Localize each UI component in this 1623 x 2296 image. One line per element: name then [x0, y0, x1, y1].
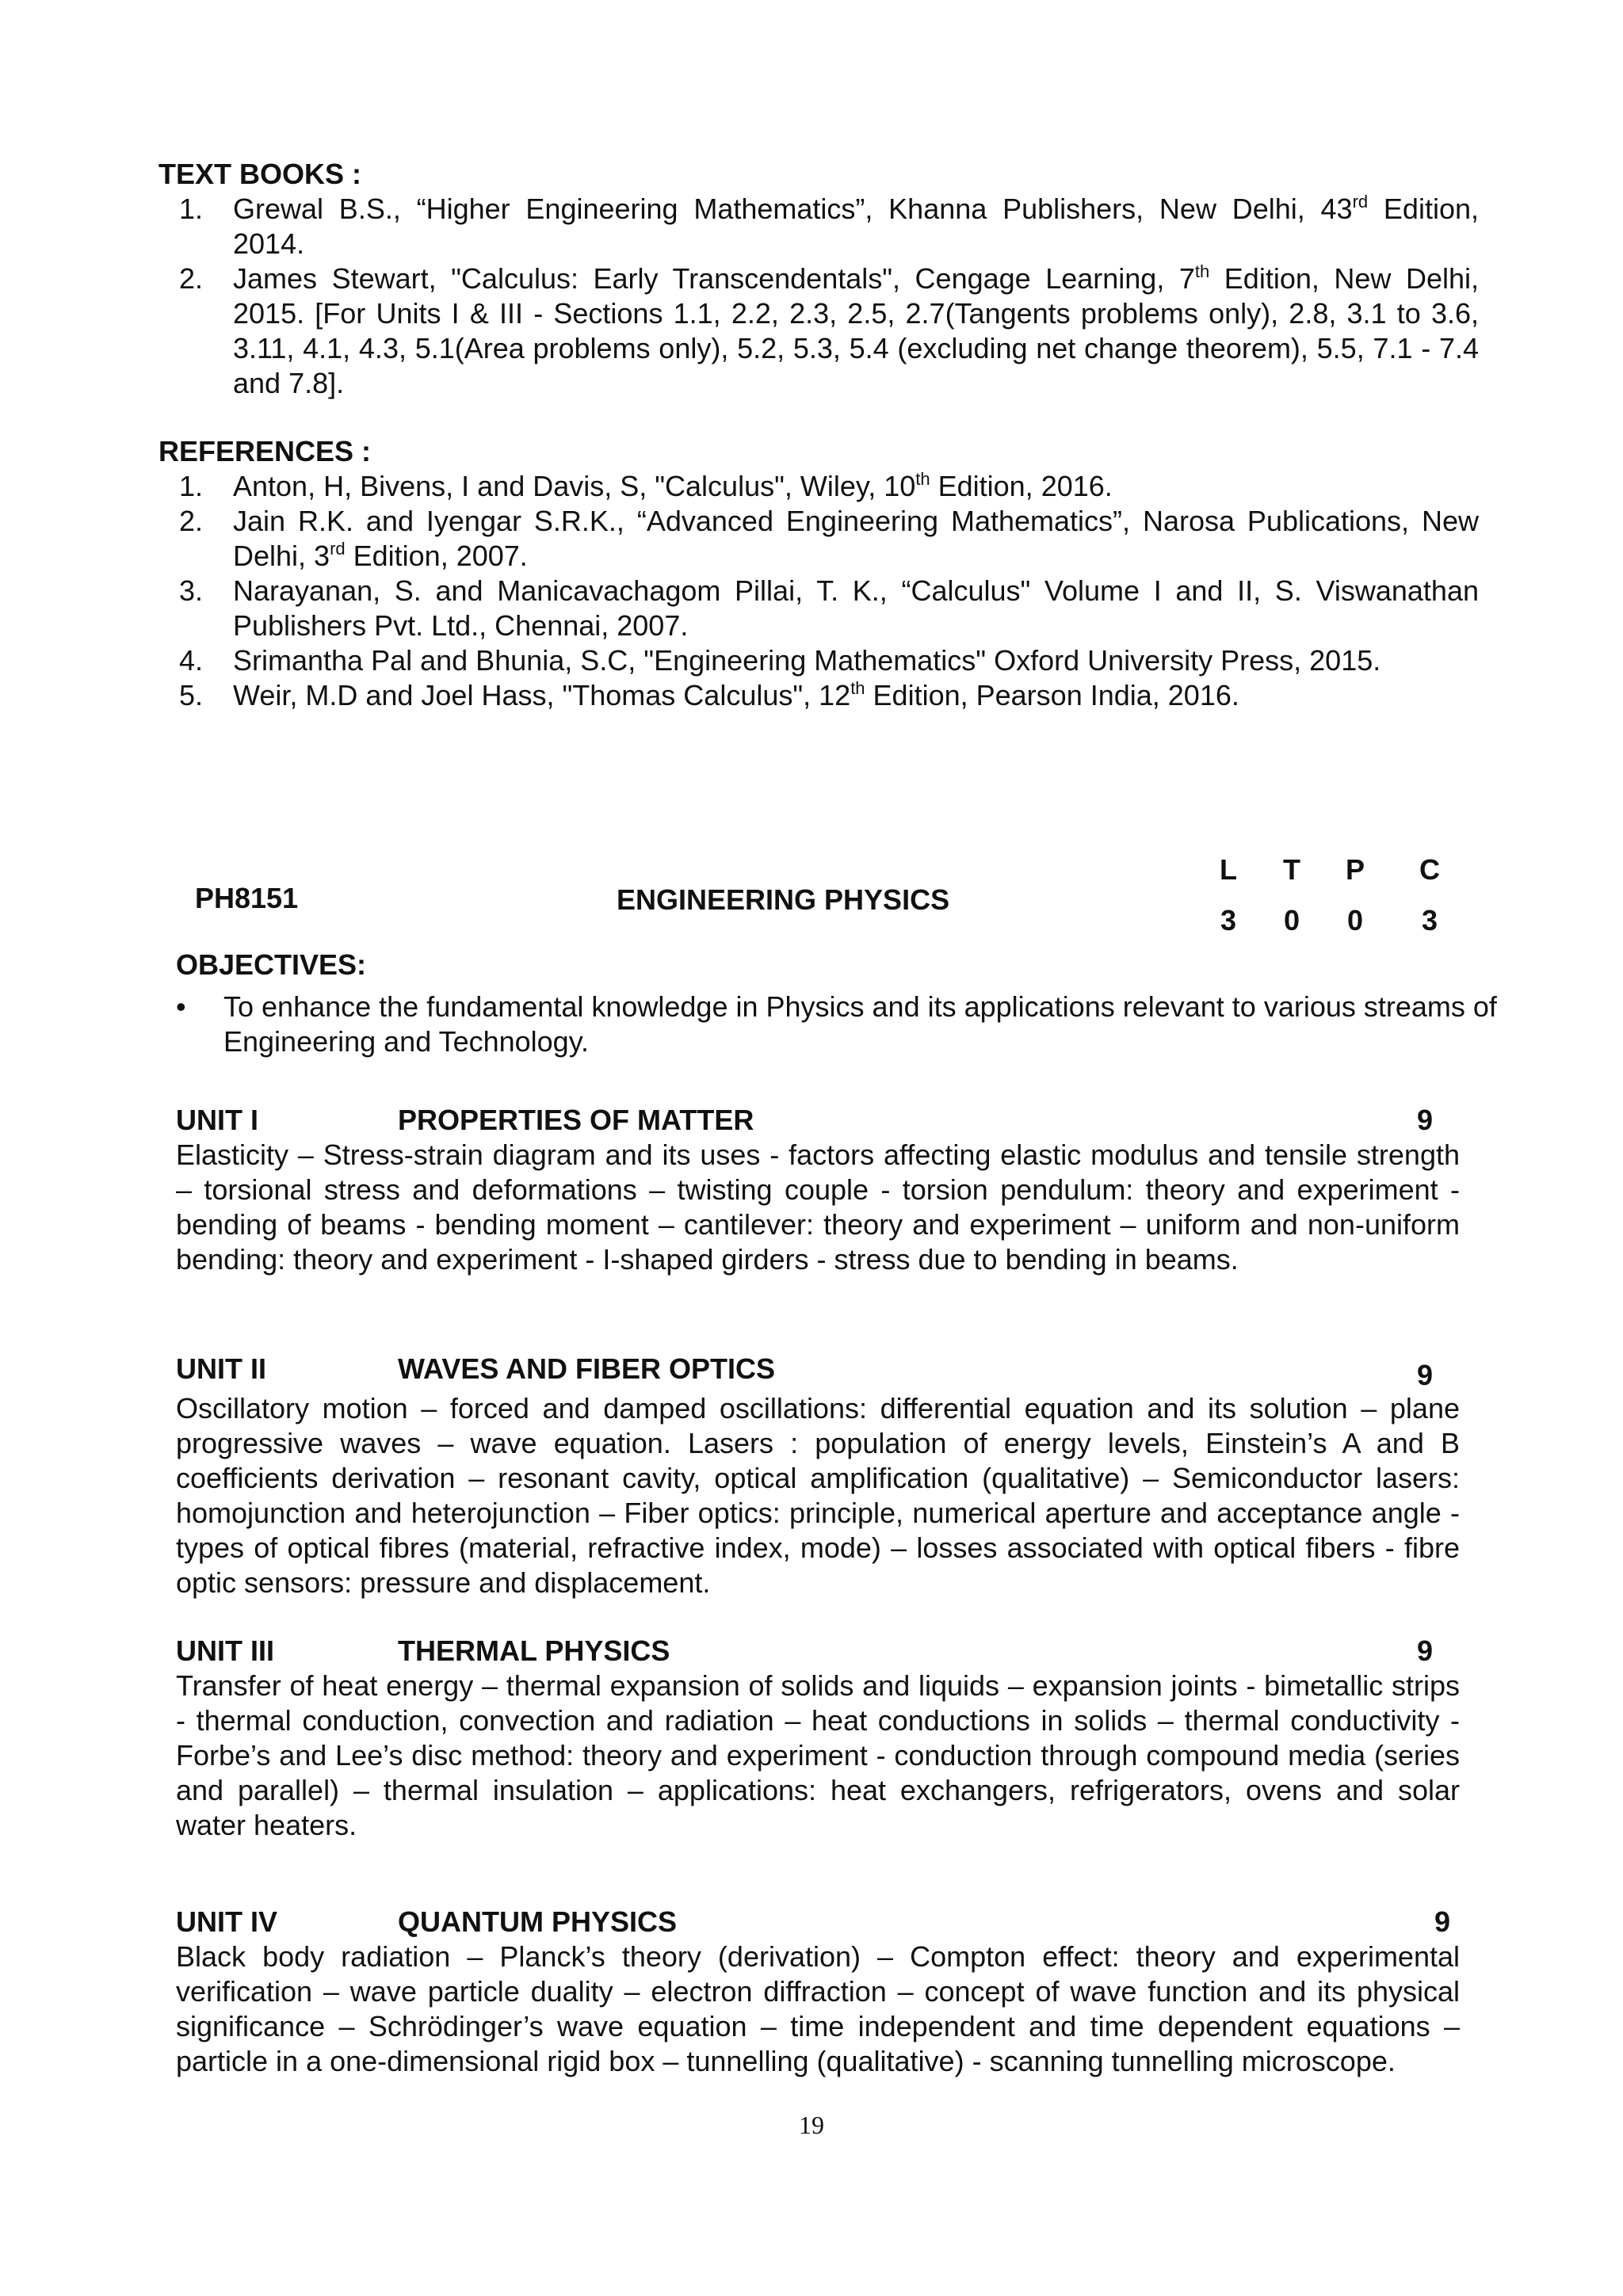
ltpc-label: P [1345, 853, 1365, 886]
ltpc-value: 0 [1346, 904, 1364, 936]
textbook-text-end: Edition, 2014. [233, 193, 1479, 260]
unit-title: PROPERTIES OF MATTER [398, 1104, 754, 1136]
ltpc-values-row [1212, 903, 1450, 938]
unit-hours: 9 [1416, 1634, 1433, 1667]
textbook-text-end: Edition, New Delhi, 2015. [For Units I & III - Sections 1.1, 2.2, 2.3, 2.5, 2.7(Tangents problems only), 2.8, 3.1 to 3.6, 3.11, 4.1, 4.3, 5.1(Area problems only), 5.2, 5.3, 5.4 (excluding net change theorem), 5.5, 7.1 - 7.4 and 7.8]. [233, 262, 1480, 399]
unit-heading [176, 1634, 1450, 1669]
objective-text: To enhance the fundamental knowledge in Physics and its applications relevant to various streams of Engineering and Technology. [223, 990, 1497, 1058]
textbooks-heading: TEXT BOOKS : [158, 158, 362, 190]
course-title: ENGINEERING PHYSICS [617, 883, 950, 916]
unit-description: Transfer of heat energy – thermal expansion of solids and liquids – expansion joints - bimetallic strips - thermal conduction, convection and radiation – heat conductions in solids – thermal conductivity - Forbe’s and Lee’s disc method: theory and experiment - conduction through compound media (series and parallel) – thermal insulation – applications: heat exchangers, refrigerators, ovens and solar water heaters. [176, 1669, 1460, 1841]
unit-number: UNIT III [176, 1634, 274, 1667]
reference-item [179, 643, 1479, 678]
ltpc-label: C [1419, 853, 1440, 886]
references-list [179, 469, 1479, 713]
reference-text-end: Edition, 2016. [930, 470, 1113, 502]
reference-item [179, 504, 1479, 574]
ordinal-suffix: th [1194, 261, 1210, 281]
textbook-text: James Stewart, "Calculus: Early Transcendentals", Cengage Learning, 7 [233, 262, 1195, 295]
reference-item [179, 574, 1479, 643]
list-number: 1. [179, 470, 204, 502]
ltpc-labels-row [1212, 852, 1450, 887]
bullet-icon: • [176, 990, 186, 1023]
list-number: 3. [179, 574, 204, 607]
list-number: 4. [179, 644, 204, 677]
page-number: 19 [799, 2111, 824, 2139]
unit-title: QUANTUM PHYSICS [398, 1905, 678, 1938]
unit-number: UNIT II [176, 1352, 266, 1385]
unit-number: UNIT IV [176, 1905, 278, 1938]
reference-text: Weir, M.D and Joel Hass, "Thomas Calculus", 12 [233, 679, 851, 711]
ltpc-label: T [1283, 853, 1300, 886]
unit-description: Black body radiation – Planck’s theory (derivation) – Compton effect: theory and experimental verification – wave particle duality – electron diffraction – concept of wave function and its physical significance – Schrödinger’s wave equation – time independent and time dependent equations – particle in a one-dimensional rigid box – tunnelling (qualitative) - scanning tunnelling microscope. [176, 1940, 1460, 2077]
ltpc-label: L [1220, 853, 1237, 886]
reference-item [179, 678, 1479, 713]
unit-hours: 9 [1434, 1905, 1450, 1938]
textbook-item [179, 261, 1479, 401]
textbooks-list [179, 192, 1479, 401]
unit-heading [176, 1103, 1450, 1138]
textbook-text: Grewal B.S., “Higher Engineering Mathematics”, Khanna Publishers, New Delhi, 43 [233, 193, 1353, 225]
ordinal-suffix: rd [330, 539, 346, 559]
list-number: 2. [179, 262, 204, 295]
unit-hours: 9 [1416, 1359, 1433, 1391]
unit-description: Elasticity – Stress-strain diagram and its uses - factors affecting elastic modulus and tensile strength – torsional stress and deformations – twisting couple - torsion pendulum: theory and experiment - bending of beams - bending moment – cantilever: theory and experiment – uniform and non-uniform bending: theory and experiment - I-shaped girders - stress due to bending in beams. [176, 1138, 1460, 1276]
list-number: 1. [179, 193, 204, 225]
reference-text-end: Edition, 2007. [345, 540, 528, 572]
unit-heading [176, 1905, 1450, 1939]
reference-text: Anton, H, Bivens, I and Davis, S, "Calculus", Wiley, 10 [233, 470, 916, 502]
reference-text-end: Edition, Pearson India, 2016. [865, 679, 1239, 711]
ltpc-value: 0 [1283, 904, 1300, 936]
unit-title: THERMAL PHYSICS [398, 1634, 670, 1667]
ltpc-value: 3 [1220, 904, 1237, 936]
reference-text: Narayanan, S. and Manicavachagom Pillai, T. K., “Calculus" Volume I and II, S. Viswanathan Publishers Pvt. Ltd., Chennai, 2007. [233, 574, 1479, 642]
reference-text: Jain R.K. and Iyengar S.R.K., “Advanced Engineering Mathematics”, Narosa Publications, New Delhi, 3 [233, 505, 1479, 572]
objective-item [176, 990, 1507, 1059]
reference-text: Srimantha Pal and Bhunia, S.C, "Engineering Mathematics" Oxford University Press, 2015. [233, 644, 1381, 677]
textbook-item [179, 192, 1479, 261]
list-number: 5. [179, 679, 204, 711]
unit-heading [176, 1352, 1450, 1391]
unit-description: Oscillatory motion – forced and damped oscillations: differential equation and its solution – plane progressive waves – wave equation. Lasers : population of energy levels, Einstein’s A and B coefficients derivation – resonant cavity, optical amplification (qualitative) – Semiconductor lasers: homojunction and heterojunction – Fiber optics: principle, numerical aperture and acceptance angle - types of optical fibres (material, refractive index, mode) – losses associated with optical fibers - fibre optic sensors: pressure and displacement. [176, 1392, 1460, 1599]
ltpc-value: 3 [1421, 904, 1438, 936]
reference-item [179, 469, 1479, 504]
ordinal-suffix: rd [1352, 192, 1369, 212]
objectives-heading: OBJECTIVES: [176, 948, 367, 981]
unit-title: WAVES AND FIBER OPTICS [398, 1352, 776, 1385]
ordinal-suffix: th [850, 678, 865, 698]
ordinal-suffix: th [915, 469, 930, 489]
references-heading: REFERENCES : [158, 435, 372, 467]
unit-number: UNIT I [176, 1104, 258, 1136]
course-code: PH8151 [195, 882, 299, 914]
unit-hours: 9 [1416, 1104, 1433, 1136]
list-number: 2. [179, 505, 204, 537]
